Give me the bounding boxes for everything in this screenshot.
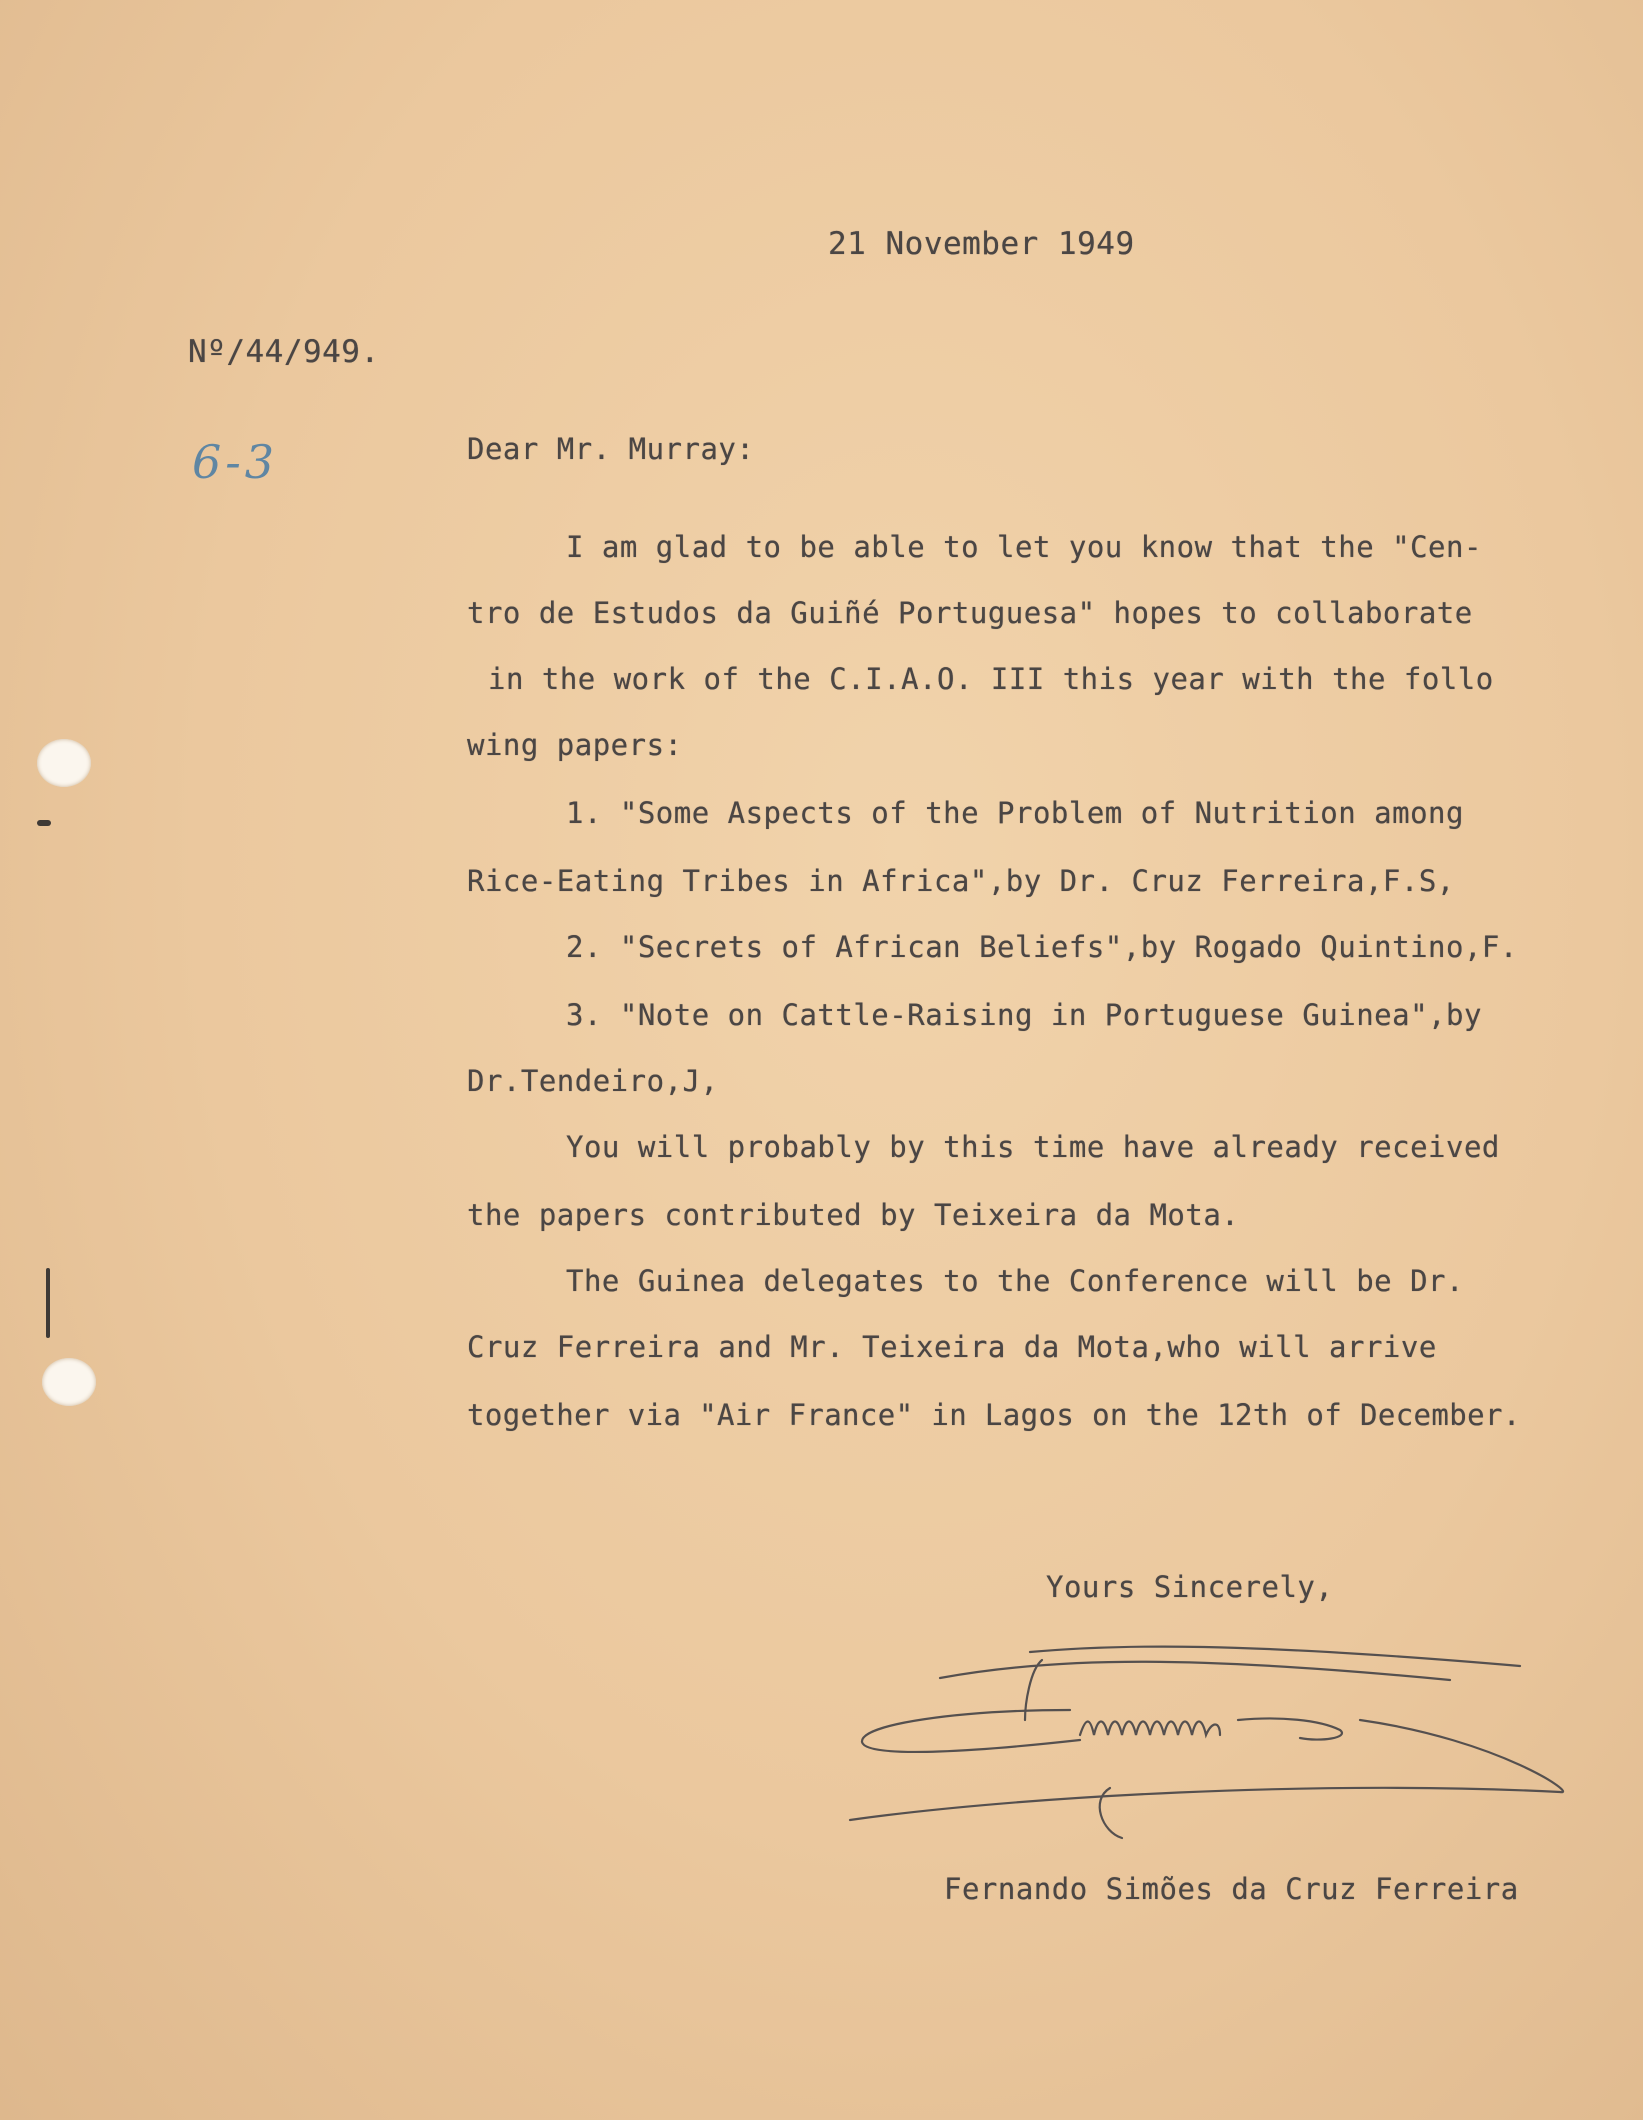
body-line: together via "Air France" in Lagos on the 12th of December.: [467, 1398, 1521, 1432]
punch-hole-bottom: [42, 1358, 96, 1406]
punch-hole-top: [37, 739, 91, 787]
body-line: Cruz Ferreira and Mr. Teixeira da Mota,who will arrive: [467, 1330, 1437, 1364]
letter-date: 21 November 1949: [828, 226, 1135, 262]
handwritten-note: 6-3: [192, 435, 279, 489]
ink-speck: [37, 820, 51, 826]
body-line: Rice-Eating Tribes in Africa",by Dr. Cruz Ferreira,F.S,: [467, 864, 1455, 898]
signatory-name: Fernando Simões da Cruz Ferreira: [944, 1872, 1519, 1906]
salutation: Dear Mr. Murray:: [467, 432, 755, 466]
body-line: wing papers:: [467, 728, 683, 762]
reference-number: Nº/44/949.: [188, 334, 380, 370]
signature: [820, 1620, 1620, 1850]
body-line: The Guinea delegates to the Conference will be Dr.: [566, 1264, 1464, 1298]
body-line: I am glad to be able to let you know that the "Cen-: [566, 530, 1482, 564]
body-line: 3. "Note on Cattle-Raising in Portuguese Guinea",by: [566, 998, 1482, 1032]
closing: Yours Sincerely,: [1046, 1570, 1334, 1604]
signature-stroke: [1080, 1722, 1220, 1736]
ink-stroke: [46, 1268, 50, 1338]
body-line: 2. "Secrets of African Beliefs",by Rogado Quintino,F.: [566, 930, 1518, 964]
body-line: the papers contributed by Teixeira da Mota.: [467, 1198, 1240, 1232]
signature-stroke: [1238, 1718, 1342, 1739]
body-line: Dr.Tendeiro,J,: [467, 1064, 719, 1098]
body-line: in the work of the C.I.A.O. III this year with the follo: [488, 662, 1494, 696]
body-line: You will probably by this time have already received: [566, 1130, 1500, 1164]
signature-stroke: [862, 1710, 1080, 1752]
body-line: 1. "Some Aspects of the Problem of Nutrition among: [566, 796, 1464, 830]
signature-stroke: [940, 1662, 1450, 1680]
body-line: tro de Estudos da Guiñé Portuguesa" hopes to collaborate: [467, 596, 1473, 630]
